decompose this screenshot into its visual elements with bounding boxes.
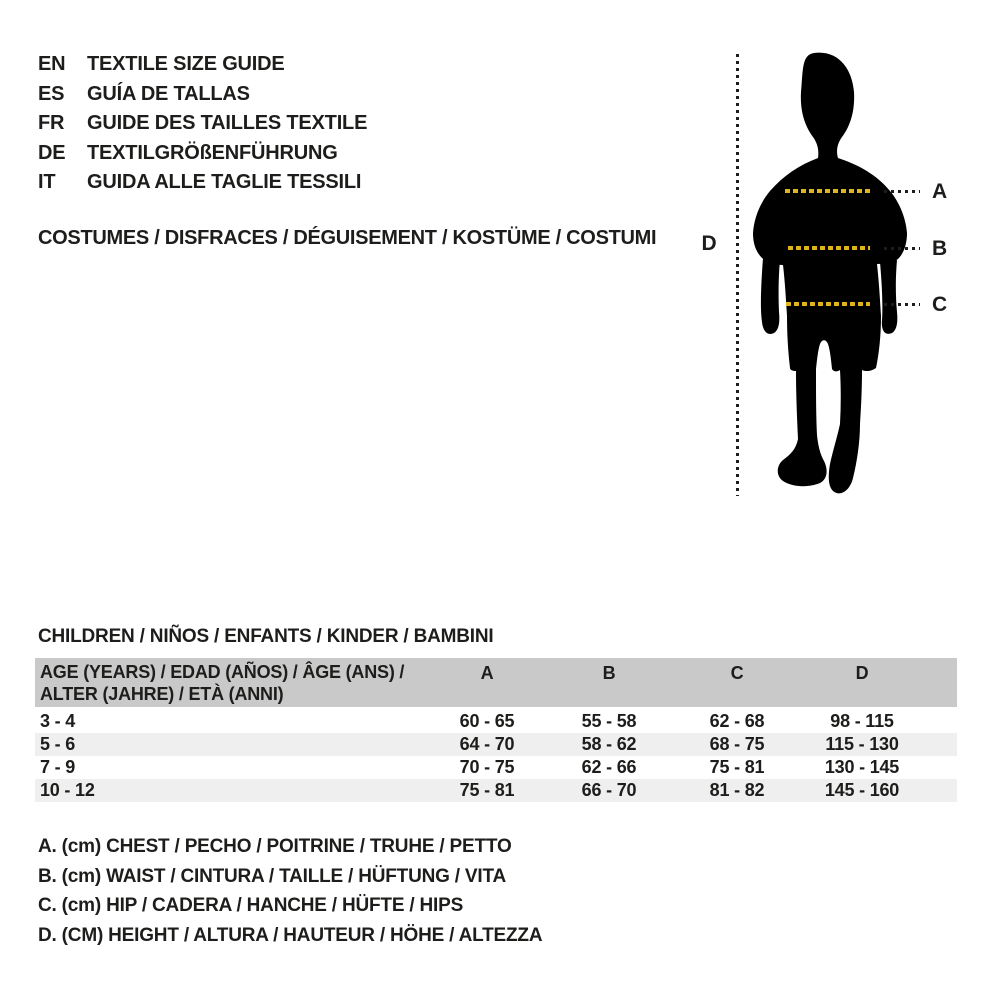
age-heading-line1: AGE (YEARS) / EDAD (AÑOS) / ÂGE (ANS) /	[40, 662, 405, 682]
chest-cell: 64 - 70	[459, 734, 515, 754]
height-measure-label: D	[701, 232, 717, 255]
language-title: TEXTILE SIZE GUIDE	[87, 53, 285, 75]
column-header-b: B	[602, 663, 616, 683]
chest-dash-on-body	[785, 189, 871, 193]
waist-cell: 58 - 62	[581, 734, 637, 754]
age-column-heading	[40, 661, 404, 705]
chest-leader-line	[884, 190, 920, 193]
hip-cell: 62 - 68	[709, 711, 765, 731]
age-cell: 5 - 6	[40, 734, 76, 754]
height-measure-dotted-line	[736, 54, 739, 496]
hip-leader-line	[884, 303, 920, 306]
language-code: EN	[38, 53, 66, 75]
age-cell: 3 - 4	[40, 711, 76, 731]
language-code: IT	[38, 171, 56, 193]
hip-cell: 68 - 75	[709, 734, 765, 754]
language-title: GUÍA DE TALLAS	[87, 82, 250, 105]
height-cell: 98 - 115	[830, 711, 894, 731]
waist-dash-on-body	[788, 246, 870, 250]
language-row-fr	[38, 109, 367, 139]
child-silhouette	[750, 50, 912, 500]
hip-cell: 81 - 82	[709, 780, 765, 800]
legend-waist: B. (cm) WAIST / CINTURA / TAILLE / HÜFTUNG / VITA	[38, 865, 506, 887]
size-table-body	[35, 710, 957, 802]
waist-measure-label: B	[932, 237, 947, 260]
legend-hip: C. (cm) HIP / CADERA / HANCHE / HÜFTE / HIPS	[38, 895, 464, 916]
chest-cell: 70 - 75	[459, 757, 515, 777]
table-row	[35, 779, 957, 802]
waist-cell: 55 - 58	[581, 711, 637, 731]
legend-height: D. (CM) HEIGHT / ALTURA / HAUTEUR / HÖHE / ALTEZZA	[38, 924, 543, 946]
height-cell: 145 - 160	[824, 780, 900, 800]
language-title: GUIDE DES TAILLES TEXTILE	[87, 112, 368, 134]
column-header-c: C	[730, 663, 744, 683]
category-title: COSTUMES / DISFRACES / DÉGUISEMENT / KOSTÜME / COSTUMI	[38, 227, 657, 249]
column-header-d: D	[855, 663, 869, 683]
hip-cell: 75 - 81	[709, 757, 765, 777]
table-row	[35, 710, 957, 733]
language-row-en	[38, 50, 367, 80]
language-list	[38, 50, 367, 198]
waist-cell: 62 - 66	[581, 757, 637, 777]
table-row	[35, 733, 957, 756]
language-row-es	[38, 80, 367, 110]
language-code: DE	[38, 141, 66, 164]
height-cell: 115 - 130	[825, 734, 899, 754]
chest-cell: 60 - 65	[459, 711, 515, 731]
table-row	[35, 756, 957, 779]
height-cell: 130 - 145	[824, 757, 900, 777]
size-table-header	[35, 658, 957, 707]
waist-leader-line	[884, 247, 920, 250]
column-header-a: A	[480, 663, 494, 683]
age-cell: 10 - 12	[40, 780, 95, 800]
size-table	[35, 658, 957, 802]
language-row-it	[38, 168, 367, 198]
language-code: ES	[38, 82, 65, 105]
chest-cell: 75 - 81	[459, 780, 515, 800]
hip-dash-on-body	[786, 302, 870, 306]
age-heading-line2: ALTER (JAHRE) / ETÀ (ANNI)	[40, 684, 284, 704]
hip-measure-label: C	[932, 293, 947, 316]
language-row-de	[38, 139, 367, 169]
waist-cell: 66 - 70	[581, 780, 637, 800]
language-code: FR	[38, 112, 65, 134]
chest-measure-label: A	[932, 180, 947, 203]
legend-chest: A. (cm) CHEST / PECHO / POITRINE / TRUHE / PETTO	[38, 836, 512, 857]
age-cell: 7 - 9	[40, 757, 76, 777]
measure-legend	[38, 832, 542, 950]
language-title: TEXTILGRÖßENFÜHRUNG	[87, 141, 338, 164]
measurement-figure	[690, 40, 980, 510]
language-title: GUIDA ALLE TAGLIE TESSILI	[87, 171, 362, 193]
children-section-title: CHILDREN / NIÑOS / ENFANTS / KINDER / BAMBINI	[38, 626, 494, 647]
